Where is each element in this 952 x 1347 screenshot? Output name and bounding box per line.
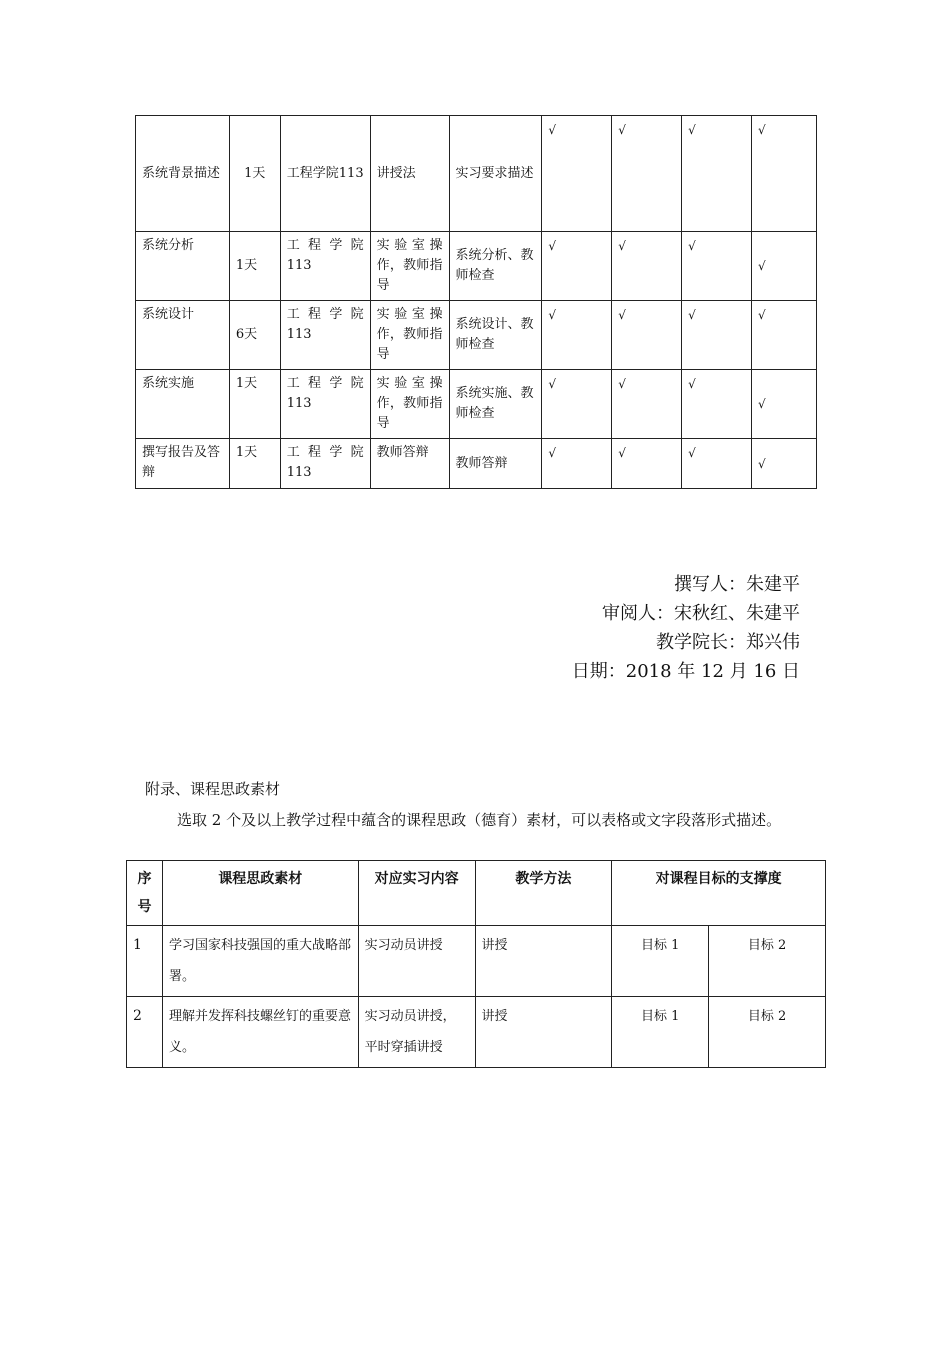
place-cell: 工 程 学 院 113	[280, 439, 370, 489]
method-cell: 实验室操作，教师指导	[370, 301, 449, 370]
method-cell: 教师答辩	[370, 439, 449, 489]
appendix-title: 附录、课程思政素材	[145, 780, 281, 798]
table-row	[136, 439, 817, 489]
place-cell: 工 程 学 院 113	[280, 301, 370, 370]
table-row	[136, 301, 817, 370]
place-cell: 工 程 学 院 113	[280, 370, 370, 439]
table-row	[127, 997, 826, 1068]
check-mark: √	[612, 301, 682, 370]
check-item-cell: 教师答辩	[449, 439, 542, 489]
check-mark: √	[612, 232, 682, 301]
check-mark: √	[682, 232, 752, 301]
author-line: 撰写人：朱建平	[674, 574, 800, 595]
reviewer-line: 审阅人：宋秋红、朱建平	[602, 603, 800, 624]
goal-cell: 目标 2	[709, 997, 826, 1068]
row-number: 2	[127, 997, 163, 1068]
check-mark: √	[542, 301, 612, 370]
check-mark: √	[682, 116, 752, 232]
check-item-cell: 系统实施、教师检查	[449, 370, 542, 439]
check-item-cell: 实习要求描述	[449, 116, 542, 232]
check-mark: √	[682, 301, 752, 370]
sizheng-table	[126, 860, 826, 1068]
table-row	[136, 232, 817, 301]
content-cell: 实习动员讲授，平时穿插讲授	[358, 997, 475, 1068]
goal-cell: 目标 1	[612, 926, 709, 997]
check-mark: √	[612, 370, 682, 439]
days-cell: 1天	[229, 370, 280, 439]
method-cell: 讲授	[475, 997, 612, 1068]
table-row	[127, 926, 826, 997]
method-cell: 讲授法	[370, 116, 449, 232]
material-cell: 学习国家科技强国的重大战略部署。	[162, 926, 358, 997]
method-cell: 实验室操作，教师指导	[370, 370, 449, 439]
goal-cell: 目标 2	[709, 926, 826, 997]
check-mark: √	[612, 116, 682, 232]
table-row	[136, 370, 817, 439]
days-cell: 1天	[229, 116, 280, 232]
check-mark: √	[752, 370, 817, 439]
check-mark: √	[542, 370, 612, 439]
days-cell: 1天	[229, 439, 280, 489]
check-mark: √	[542, 116, 612, 232]
table-header-row	[127, 861, 826, 926]
header-content: 对应实习内容	[358, 861, 475, 926]
place-cell: 工 程 学 院 113	[280, 232, 370, 301]
check-mark: √	[752, 439, 817, 489]
days-cell: 1天	[229, 232, 280, 301]
check-mark: √	[682, 439, 752, 489]
table-row	[136, 116, 817, 232]
check-mark: √	[612, 439, 682, 489]
content-cell: 撰写报告及答辩	[136, 439, 230, 489]
material-cell: 理解并发挥科技螺丝钉的重要意义。	[162, 997, 358, 1068]
date-line: 日期：2018 年 12 月 16 日	[571, 661, 800, 682]
content-cell: 系统实施	[136, 370, 230, 439]
content-cell: 系统分析	[136, 232, 230, 301]
check-mark: √	[542, 232, 612, 301]
check-item-cell: 系统分析、教师检查	[449, 232, 542, 301]
content-cell: 实习动员讲授	[358, 926, 475, 997]
header-method: 教学方法	[475, 861, 612, 926]
check-mark: √	[542, 439, 612, 489]
check-mark: √	[682, 370, 752, 439]
content-cell: 系统设计	[136, 301, 230, 370]
check-item-cell: 系统设计、教师检查	[449, 301, 542, 370]
appendix-description: 选取 2 个及以上教学过程中蕴含的课程思政（德育）素材，可以表格或文字段落形式描述。	[177, 811, 782, 829]
dean-line: 教学院长：郑兴伟	[656, 632, 800, 653]
header-support: 对课程目标的支撑度	[612, 861, 826, 926]
check-mark: √	[752, 301, 817, 370]
header-material: 课程思政素材	[162, 861, 358, 926]
header-no: 序号	[127, 861, 163, 926]
check-mark: √	[752, 116, 817, 232]
content-cell: 系统背景描述	[136, 116, 230, 232]
place-cell: 工程学院113	[280, 116, 370, 232]
days-cell: 6天	[229, 301, 280, 370]
goal-cell: 目标 1	[612, 997, 709, 1068]
check-mark: √	[752, 232, 817, 301]
schedule-table	[135, 115, 817, 489]
method-cell: 实验室操作，教师指导	[370, 232, 449, 301]
method-cell: 讲授	[475, 926, 612, 997]
row-number: 1	[127, 926, 163, 997]
